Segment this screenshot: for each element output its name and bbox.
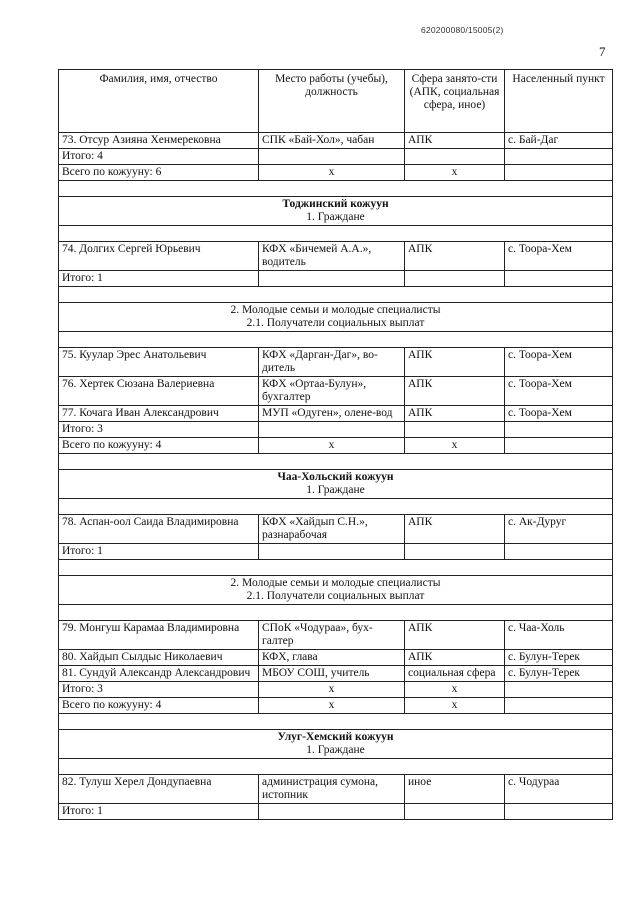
cell-workplace: МБОУ СОШ, учитель: [259, 666, 405, 682]
cell-sphere: АПК: [405, 133, 505, 149]
cell-locality: с. Чодураа: [505, 775, 613, 804]
subtotal-label: Итого: 4: [59, 149, 259, 165]
cell-sphere: АПК: [405, 650, 505, 666]
total-x-mark: х: [405, 438, 505, 454]
cell-name: 80. Хайдып Сылдыс Николаевич: [59, 650, 259, 666]
section-subtitle: 2.1. Получатели социальных выплат: [246, 590, 425, 602]
subtotal-label: Итого: 1: [59, 804, 259, 820]
cell-sphere: АПК: [405, 377, 505, 406]
cell-name: 78. Аспан-оол Саида Владимировна: [59, 515, 259, 544]
cell-locality: с. Тоора-Хем: [505, 377, 613, 406]
cell-sphere: АПК: [405, 406, 505, 422]
cell-sphere: АПК: [405, 621, 505, 650]
cell-name: 73. Отсур Азияна Хенмерековна: [59, 133, 259, 149]
table-row: [59, 775, 613, 804]
table-row: [59, 515, 613, 544]
cell-name: 76. Хертек Сюзана Валериевна: [59, 377, 259, 406]
participants-table: [58, 69, 613, 820]
section-header: [59, 303, 613, 332]
table-row: [59, 348, 613, 377]
section-subtitle: 1. Граждане: [306, 744, 365, 756]
document-id: 620200080/15005(2): [421, 25, 504, 35]
subtotal-row: [59, 422, 613, 438]
cell-workplace: администрация сумона, истопник: [259, 775, 405, 804]
cell-workplace: КФХ «Дарган-Даг», во-дитель: [259, 348, 405, 377]
section-subtitle: 2.1. Получатели социальных выплат: [246, 317, 425, 329]
district-title: Чаа-Хольский кожуун: [277, 471, 394, 483]
cell-workplace: КФХ «Бичемей А.А.», водитель: [259, 242, 405, 271]
table-row: [59, 377, 613, 406]
subtotal-label: Итого: 3: [59, 422, 259, 438]
total-label: Всего по кожууну: 4: [59, 698, 259, 714]
cell-locality: с. Булун-Терек: [505, 666, 613, 682]
total-x-mark: х: [259, 438, 405, 454]
table-row: [59, 133, 613, 149]
cell-locality: с. Чаа-Холь: [505, 621, 613, 650]
total-x-mark: х: [259, 165, 405, 181]
section-title: 2. Молодые семьи и молодые специалисты: [230, 577, 441, 589]
cell-workplace: СПК «Бай-Хол», чабан: [259, 133, 405, 149]
total-row: [59, 698, 613, 714]
cell-name: 75. Куулар Эрес Анатольевич: [59, 348, 259, 377]
cell-sphere: иное: [405, 775, 505, 804]
total-x-mark: х: [259, 698, 405, 714]
total-label: Всего по кожууну: 6: [59, 165, 259, 181]
total-x-mark: х: [405, 698, 505, 714]
cell-name: 74. Долгих Сергей Юрьевич: [59, 242, 259, 271]
header-locality: Населенный пункт: [505, 70, 613, 133]
section-subtitle: 1. Граждане: [306, 211, 365, 223]
district-title: Улуг-Хемский кожуун: [277, 731, 394, 743]
subtotal-row: [59, 804, 613, 820]
table-row: [59, 666, 613, 682]
district-title: Тоджинский кожуун: [282, 198, 389, 210]
section-subtitle: 1. Граждане: [306, 484, 365, 496]
subtotal-row: [59, 149, 613, 165]
section-title: 2. Молодые семьи и молодые специалисты: [230, 304, 441, 316]
cell-name: 77. Кочага Иван Александрович: [59, 406, 259, 422]
cell-sphere: АПК: [405, 515, 505, 544]
header-name: Фамилия, имя, отчество: [59, 70, 259, 133]
cell-workplace: СПоК «Чодураа», бух-галтер: [259, 621, 405, 650]
header-workplace: Место работы (учебы), должность: [259, 70, 405, 133]
cell-sphere: АПК: [405, 348, 505, 377]
cell-name: 81. Сундуй Александр Александрович: [59, 666, 259, 682]
cell-name: 79. Монгуш Карамаа Владимировна: [59, 621, 259, 650]
cell-workplace: МУП «Одуген», олене-вод: [259, 406, 405, 422]
cell-locality: с. Тоора-Хем: [505, 348, 613, 377]
table-header-row: [59, 70, 613, 133]
table-row: [59, 621, 613, 650]
subtotal-x-mark: х: [259, 682, 405, 698]
cell-workplace: КФХ «Хайдып С.Н.», разнарабочая: [259, 515, 405, 544]
section-header: [59, 470, 613, 499]
table-row: [59, 242, 613, 271]
header-sphere: Сфера занято-сти (АПК, социальная сфера, иное): [405, 70, 505, 133]
cell-locality: с. Тоора-Хем: [505, 406, 613, 422]
cell-locality: с. Ак-Дуруг: [505, 515, 613, 544]
total-x-mark: х: [405, 165, 505, 181]
cell-name: 82. Тулуш Херел Дондупаевна: [59, 775, 259, 804]
cell-sphere: АПК: [405, 242, 505, 271]
section-header: [59, 730, 613, 759]
table-row: [59, 406, 613, 422]
subtotal-label: Итого: 1: [59, 544, 259, 560]
cell-workplace: КФХ, глава: [259, 650, 405, 666]
total-row: [59, 438, 613, 454]
cell-sphere: социальная сфера: [405, 666, 505, 682]
cell-workplace: КФХ «Ортаа-Булун», бухгалтер: [259, 377, 405, 406]
section-header: [59, 576, 613, 605]
subtotal-row: [59, 682, 613, 698]
cell-locality: с. Бай-Даг: [505, 133, 613, 149]
subtotal-x-mark: х: [405, 682, 505, 698]
subtotal-row: [59, 544, 613, 560]
cell-locality: с. Булун-Терек: [505, 650, 613, 666]
section-header: [59, 197, 613, 226]
cell-locality: с. Тоора-Хем: [505, 242, 613, 271]
subtotal-label: Итого: 3: [59, 682, 259, 698]
total-label: Всего по кожууну: 4: [59, 438, 259, 454]
total-row: [59, 165, 613, 181]
table-row: [59, 650, 613, 666]
page-number: 7: [599, 44, 606, 59]
subtotal-label: Итого: 1: [59, 271, 259, 287]
subtotal-row: [59, 271, 613, 287]
